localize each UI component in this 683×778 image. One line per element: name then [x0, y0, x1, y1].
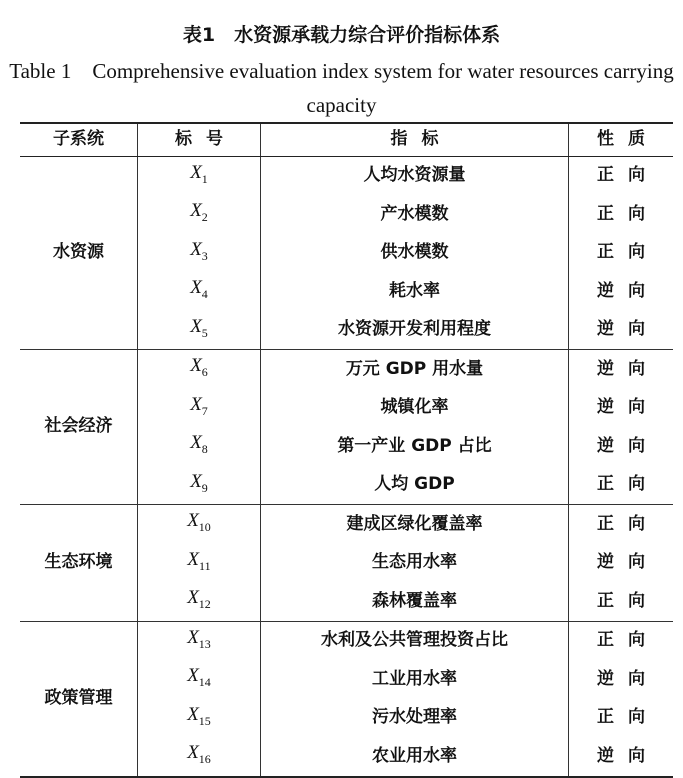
indicator-name: 供水模数 [261, 234, 569, 273]
indicator-code: $X_7$ [138, 389, 261, 428]
header-code: 标号 [138, 123, 261, 156]
indicator-nature: 正向 [569, 621, 674, 660]
table-row [20, 505, 673, 544]
indicator-nature: 逆向 [597, 745, 659, 766]
indicator-code: $X_3$ [138, 234, 261, 273]
indicator-nature: 逆向 [597, 552, 659, 573]
header-nature: 性质 [569, 123, 674, 156]
subsystem-name: 政策管理 [20, 621, 138, 777]
indicator-nature: 逆向 [597, 319, 659, 340]
indicator-name: 建成区绿化覆盖率 [261, 505, 569, 544]
header-indicator: 指标 [261, 123, 569, 156]
indicator-nature: 逆向 [597, 280, 659, 301]
indicator-code: $X_{15}$ [138, 699, 261, 738]
table-row [20, 156, 673, 195]
table-title-cn: 表1 水资源承载力综合评价指标体系 [182, 24, 501, 46]
indicator-code: $X_5$ [138, 311, 261, 350]
indicator-name: 人均 GDP [261, 466, 569, 505]
indicator-code: $X_1$ [138, 156, 261, 195]
indicator-code: $X_6$ [138, 350, 261, 389]
indicator-nature: 正向 [597, 474, 659, 495]
indicator-name: 万元 GDP 用水量 [261, 350, 569, 389]
indicator-name: 生态用水率 [261, 544, 569, 583]
indicator-code: $X_{14}$ [138, 660, 261, 699]
subsystem-name: 水资源 [53, 242, 104, 263]
indicator-name: 城镇化率 [261, 389, 569, 428]
indicator-name: 工业用水率 [261, 660, 569, 699]
indicator-nature: 正向 [597, 242, 659, 263]
indicator-nature: 正向 [597, 165, 659, 186]
table-header [20, 123, 673, 156]
indicator-name: 污水处理率 [261, 699, 569, 738]
table-row [20, 350, 673, 389]
indicator-code: $X_{12}$ [138, 582, 261, 621]
indicator-name: 水利及公共管理投资占比 [261, 621, 569, 660]
indicator-name: 农业用水率 [261, 737, 569, 777]
indicator-code: $X_2$ [138, 195, 261, 234]
index-table [20, 122, 673, 778]
table-title-en: Table 1 Comprehensive evaluation index system for water resources carrying capacity [9, 59, 674, 117]
indicator-nature: 正向 [597, 590, 659, 611]
indicator-code: $X_{10}$ [138, 505, 261, 544]
indicator-name: 耗水率 [261, 272, 569, 311]
indicator-nature: 正向 [597, 203, 659, 224]
indicator-code: $X_9$ [138, 466, 261, 505]
indicator-name: 人均水资源量 [261, 156, 569, 195]
indicator-nature: 逆向 [597, 668, 659, 689]
indicator-name: 水资源开发利用程度 [261, 311, 569, 350]
indicator-name: 产水模数 [261, 195, 569, 234]
indicator-nature: 逆向 [597, 397, 659, 418]
indicator-code: $X_{11}$ [138, 544, 261, 583]
indicator-name: 第一产业 GDP 占比 [261, 427, 569, 466]
indicator-code: $X_{13}$ [138, 621, 261, 660]
indicator-nature: 正向 [597, 707, 659, 728]
subsystem-name: 生态环境 [20, 505, 138, 622]
indicator-nature: 正向 [569, 505, 674, 544]
indicator-code: $X_8$ [138, 427, 261, 466]
subsystem-name: 社会经济 [20, 350, 138, 505]
indicator-code: $X_4$ [138, 272, 261, 311]
indicator-code: $X_{16}$ [138, 737, 261, 777]
header-subsystem: 子系统 [20, 123, 138, 156]
indicator-nature: 逆向 [569, 350, 674, 389]
table-row [20, 621, 673, 660]
indicator-name: 森林覆盖率 [261, 582, 569, 621]
indicator-nature: 逆向 [597, 435, 659, 456]
